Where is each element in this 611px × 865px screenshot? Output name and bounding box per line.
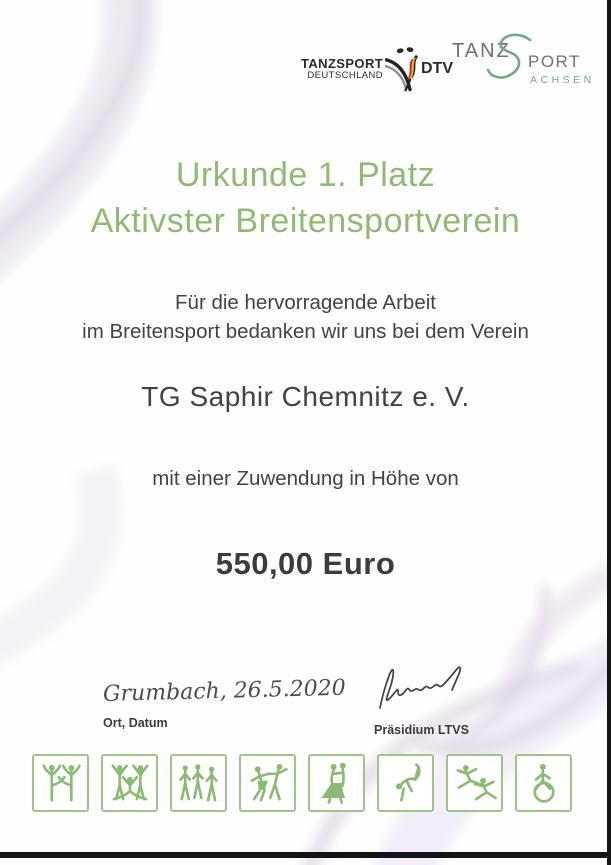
scan-edge-bottom [0, 852, 611, 858]
trio-arms-up-icon [107, 760, 153, 806]
intro-text [0, 288, 611, 346]
scan-edge-right [607, 0, 611, 865]
group-dance-icon [176, 760, 222, 806]
dtv-wordmark [301, 57, 383, 81]
ballet-duo-icon [38, 760, 84, 806]
place-date-handwriting: Grumbach, 26.5.2020 [102, 675, 347, 707]
dtv-wordmark-line1: TANZSPORT [301, 56, 384, 72]
ltvs-word-tanz: TANZ [452, 40, 511, 62]
dance-icon-box [446, 754, 503, 812]
president-label: Präsidium LTVS [374, 723, 469, 737]
swing-couple-icon [245, 760, 291, 806]
dance-icon-box [32, 754, 89, 812]
award-amount: 550,00 Euro [215, 546, 396, 581]
place-date-block [102, 675, 347, 730]
dtv-wordmark-line2: DEUTSCHLAND [307, 69, 384, 81]
breakdancer-icon [383, 760, 429, 806]
dance-icon-row [32, 754, 572, 812]
title-line2: Aktivster Breitensportverein [90, 202, 521, 240]
ltvs-logo [452, 33, 595, 97]
leaping-dancers-icon [452, 760, 498, 806]
dance-icon-box [308, 754, 365, 812]
dance-icon-box [515, 754, 572, 812]
title-line1: Urkunde 1. Platz [175, 156, 436, 194]
president-signature-block [374, 664, 534, 737]
intro-line1: Für die hervorragende Arbeit [175, 291, 436, 314]
intro-line2: im Breitensport bedanken wir uns bei dem Verein [82, 320, 529, 343]
ltvs-s-swash-icon [486, 33, 534, 91]
president-signature-icon [374, 664, 478, 716]
club-name: TG Saphir Chemnitz e. V. [141, 381, 470, 412]
dance-icon-box [101, 754, 158, 812]
dance-icon-box [170, 754, 227, 812]
dtv-logo [301, 36, 453, 102]
dance-icon-box [239, 754, 296, 812]
exercise-ball-icon [521, 760, 567, 806]
dance-icon-box [377, 754, 434, 812]
dtv-abbr: DTV [421, 60, 453, 77]
award-line: mit einer Zuwendung in Höhe von [152, 467, 459, 490]
certificate-title [0, 152, 611, 244]
ballroom-couple-icon [314, 760, 360, 806]
ltvs-word-achsen: ACHSEN [530, 74, 595, 86]
dancing-couple-icon [385, 38, 420, 100]
ltvs-word-port: PORT [528, 52, 581, 71]
place-date-label: Ort, Datum [103, 716, 168, 730]
